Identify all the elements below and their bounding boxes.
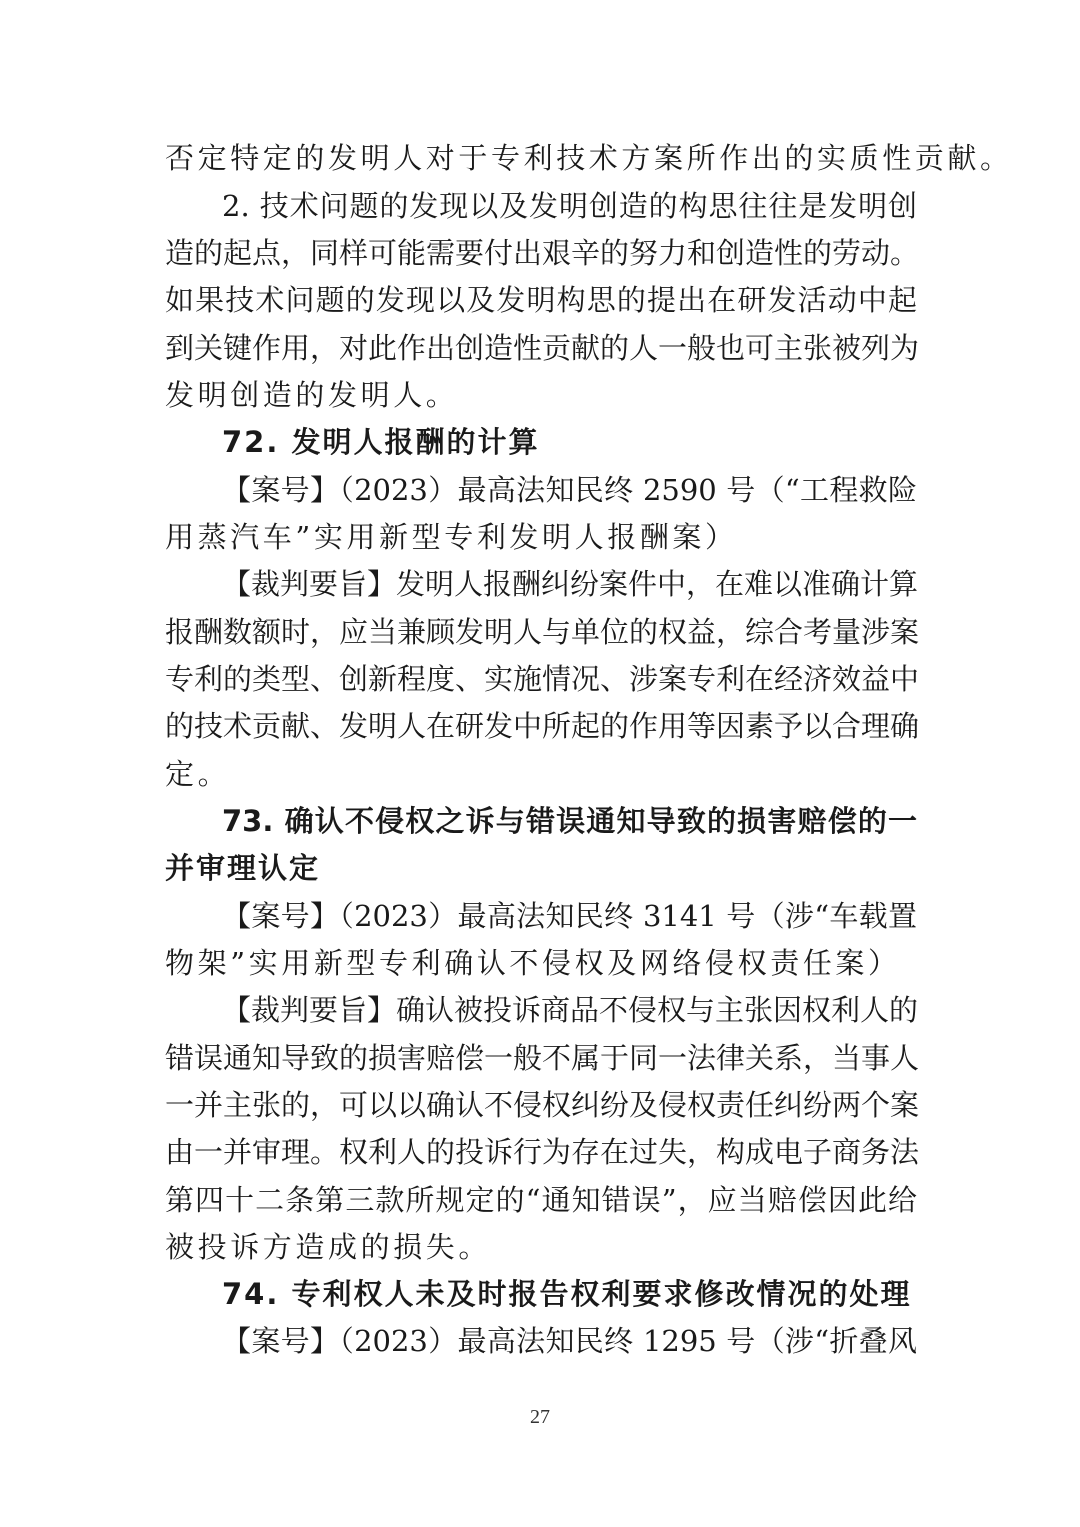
section-heading: 73. 确认不侵权之诉与错误通知导致的损害赔偿的一 bbox=[222, 804, 917, 838]
ruling-summary-line: 定。 bbox=[165, 757, 231, 791]
ruling-summary-line: 被投诉方造成的损失。 bbox=[165, 1230, 492, 1264]
ruling-summary-line: 报酬数额时，应当兼顾发明人与单位的权益，综合考量涉案 bbox=[165, 615, 920, 649]
paragraph-line: 造的起点，同样可能需要付出艰辛的努力和创造性的劳动。 bbox=[165, 236, 920, 270]
ruling-summary-line: 【裁判要旨】发明人报酬纠纷案件中，在难以准确计算 bbox=[222, 567, 919, 601]
paragraph-line: 发明创造的发明人。 bbox=[165, 378, 459, 412]
ruling-summary-line: 的技术贡献、发明人在研发中所起的作用等因素予以合理确 bbox=[165, 709, 920, 743]
ruling-summary-line: 【裁判要旨】确认被投诉商品不侵权与主张因权利人的 bbox=[222, 993, 919, 1027]
ruling-summary-line: 错误通知导致的损害赔偿一般不属于同一法律关系，当事人 bbox=[165, 1041, 920, 1075]
ruling-summary-line: 一并主张的，可以以确认不侵权纠纷及侵权责任纠纷两个案 bbox=[165, 1088, 920, 1122]
section-heading: 72. 发明人报酬的计算 bbox=[222, 425, 540, 459]
case-number-line: 【案号】（2023）最高法知民终 3141 号（涉“车载置 bbox=[222, 899, 917, 933]
paragraph-line: 2. 技术问题的发现以及发明创造的构思往往是发明创 bbox=[222, 189, 917, 223]
paragraph-line: 到关键作用，对此作出创造性贡献的人一般也可主张被列为 bbox=[165, 331, 920, 365]
case-number-line: 【案号】（2023）最高法知民终 1295 号（涉“折叠风 bbox=[222, 1324, 917, 1358]
page-number: 27 bbox=[530, 1406, 550, 1428]
section-heading: 并审理认定 bbox=[165, 851, 321, 885]
ruling-summary-line: 第四十二条第三款所规定的“通知错误”，应当赔偿因此给 bbox=[165, 1183, 917, 1217]
case-number-line: 【案号】（2023）最高法知民终 2590 号（“工程救险 bbox=[222, 473, 917, 507]
paragraph-line: 如果技术问题的发现以及发明构思的提出在研发活动中起 bbox=[165, 283, 917, 317]
ruling-summary-line: 由一并审理。权利人的投诉行为存在过失，构成电子商务法 bbox=[165, 1135, 920, 1169]
paragraph-line: 否定特定的发明人对于专利技术方案所作出的实质性贡献。 bbox=[165, 141, 1013, 175]
case-number-line: 物架”实用新型专利确认不侵权及网络侵权责任案） bbox=[165, 946, 901, 980]
ruling-summary-line: 专利的类型、创新程度、实施情况、涉案专利在经济效益中 bbox=[165, 662, 920, 696]
section-heading: 74. 专利权人未及时报告权利要求修改情况的处理 bbox=[222, 1277, 912, 1311]
case-number-line: 用蒸汽车”实用新型专利发明人报酬案） bbox=[165, 520, 738, 554]
